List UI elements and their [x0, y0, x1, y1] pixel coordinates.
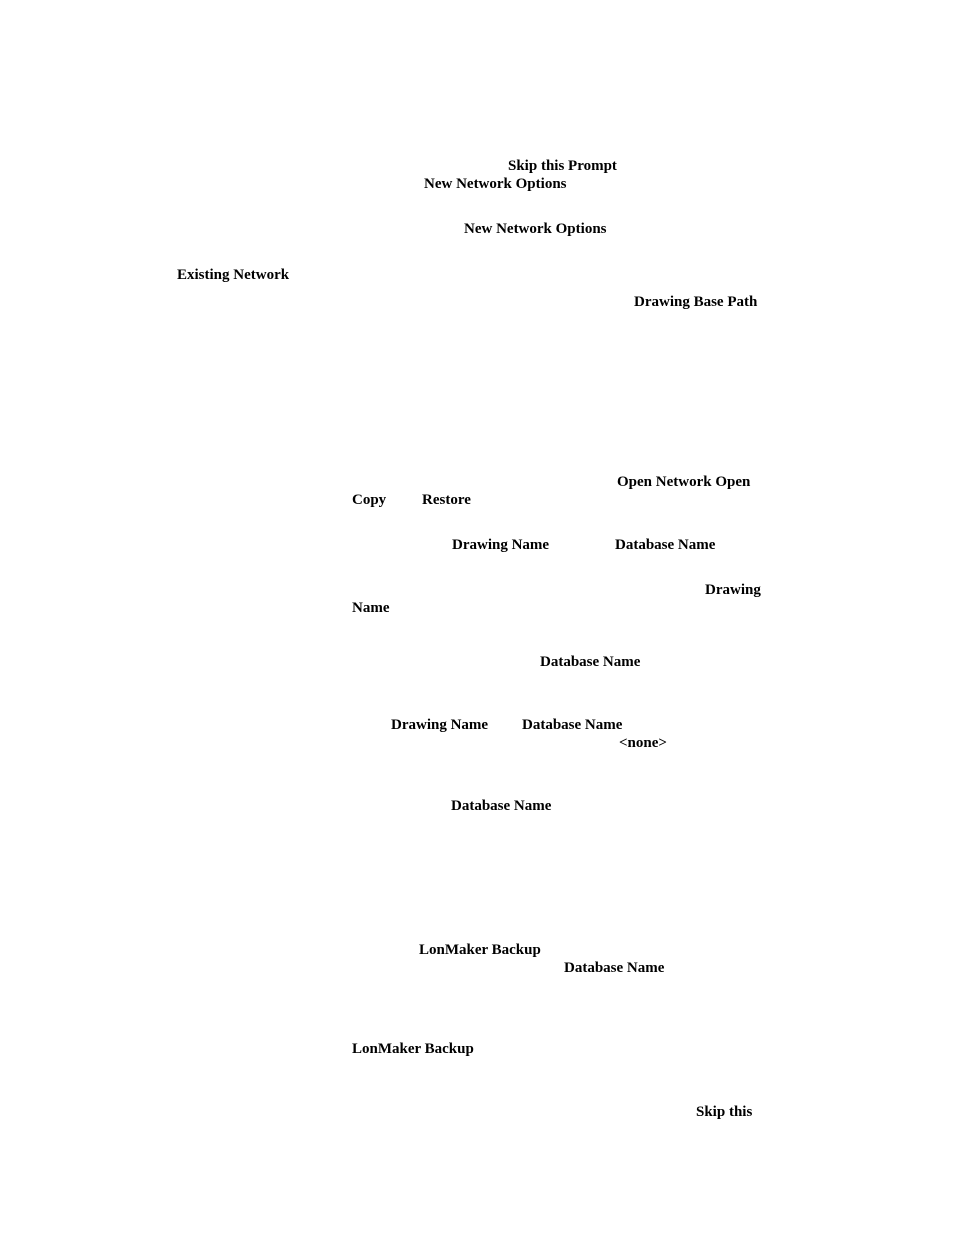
- name-term-wrap: Name: [352, 600, 390, 616]
- new-network-options-heading: New Network Options: [464, 221, 607, 237]
- drawing-name-term: Drawing Name: [391, 717, 489, 733]
- database-name-term: Database Name: [540, 654, 641, 670]
- skip-this-term: Skip this: [696, 1104, 753, 1120]
- drawing-name-term: Drawing Name: [452, 537, 550, 553]
- database-name-term: Database Name: [451, 798, 552, 814]
- skip-this-prompt-term: Skip this Prompt: [508, 158, 617, 174]
- lonmaker-backup-term: LonMaker Backup: [419, 942, 541, 958]
- new-network-options-term: New Network Options: [424, 176, 567, 192]
- database-name-term: Database Name: [564, 960, 665, 976]
- copy-term: Copy: [352, 492, 387, 508]
- drawing-term-wrap: Drawing: [705, 582, 761, 598]
- open-network-open-term: Open Network Open: [617, 474, 751, 490]
- database-name-term: Database Name: [522, 717, 623, 733]
- lonmaker-backup-term: LonMaker Backup: [352, 1041, 474, 1057]
- database-name-term: Database Name: [615, 537, 716, 553]
- drawing-base-path-term: Drawing Base Path: [634, 294, 758, 310]
- none-value: <none>: [619, 735, 667, 751]
- existing-network-term: Existing Network: [177, 267, 290, 283]
- restore-term: Restore: [422, 492, 471, 508]
